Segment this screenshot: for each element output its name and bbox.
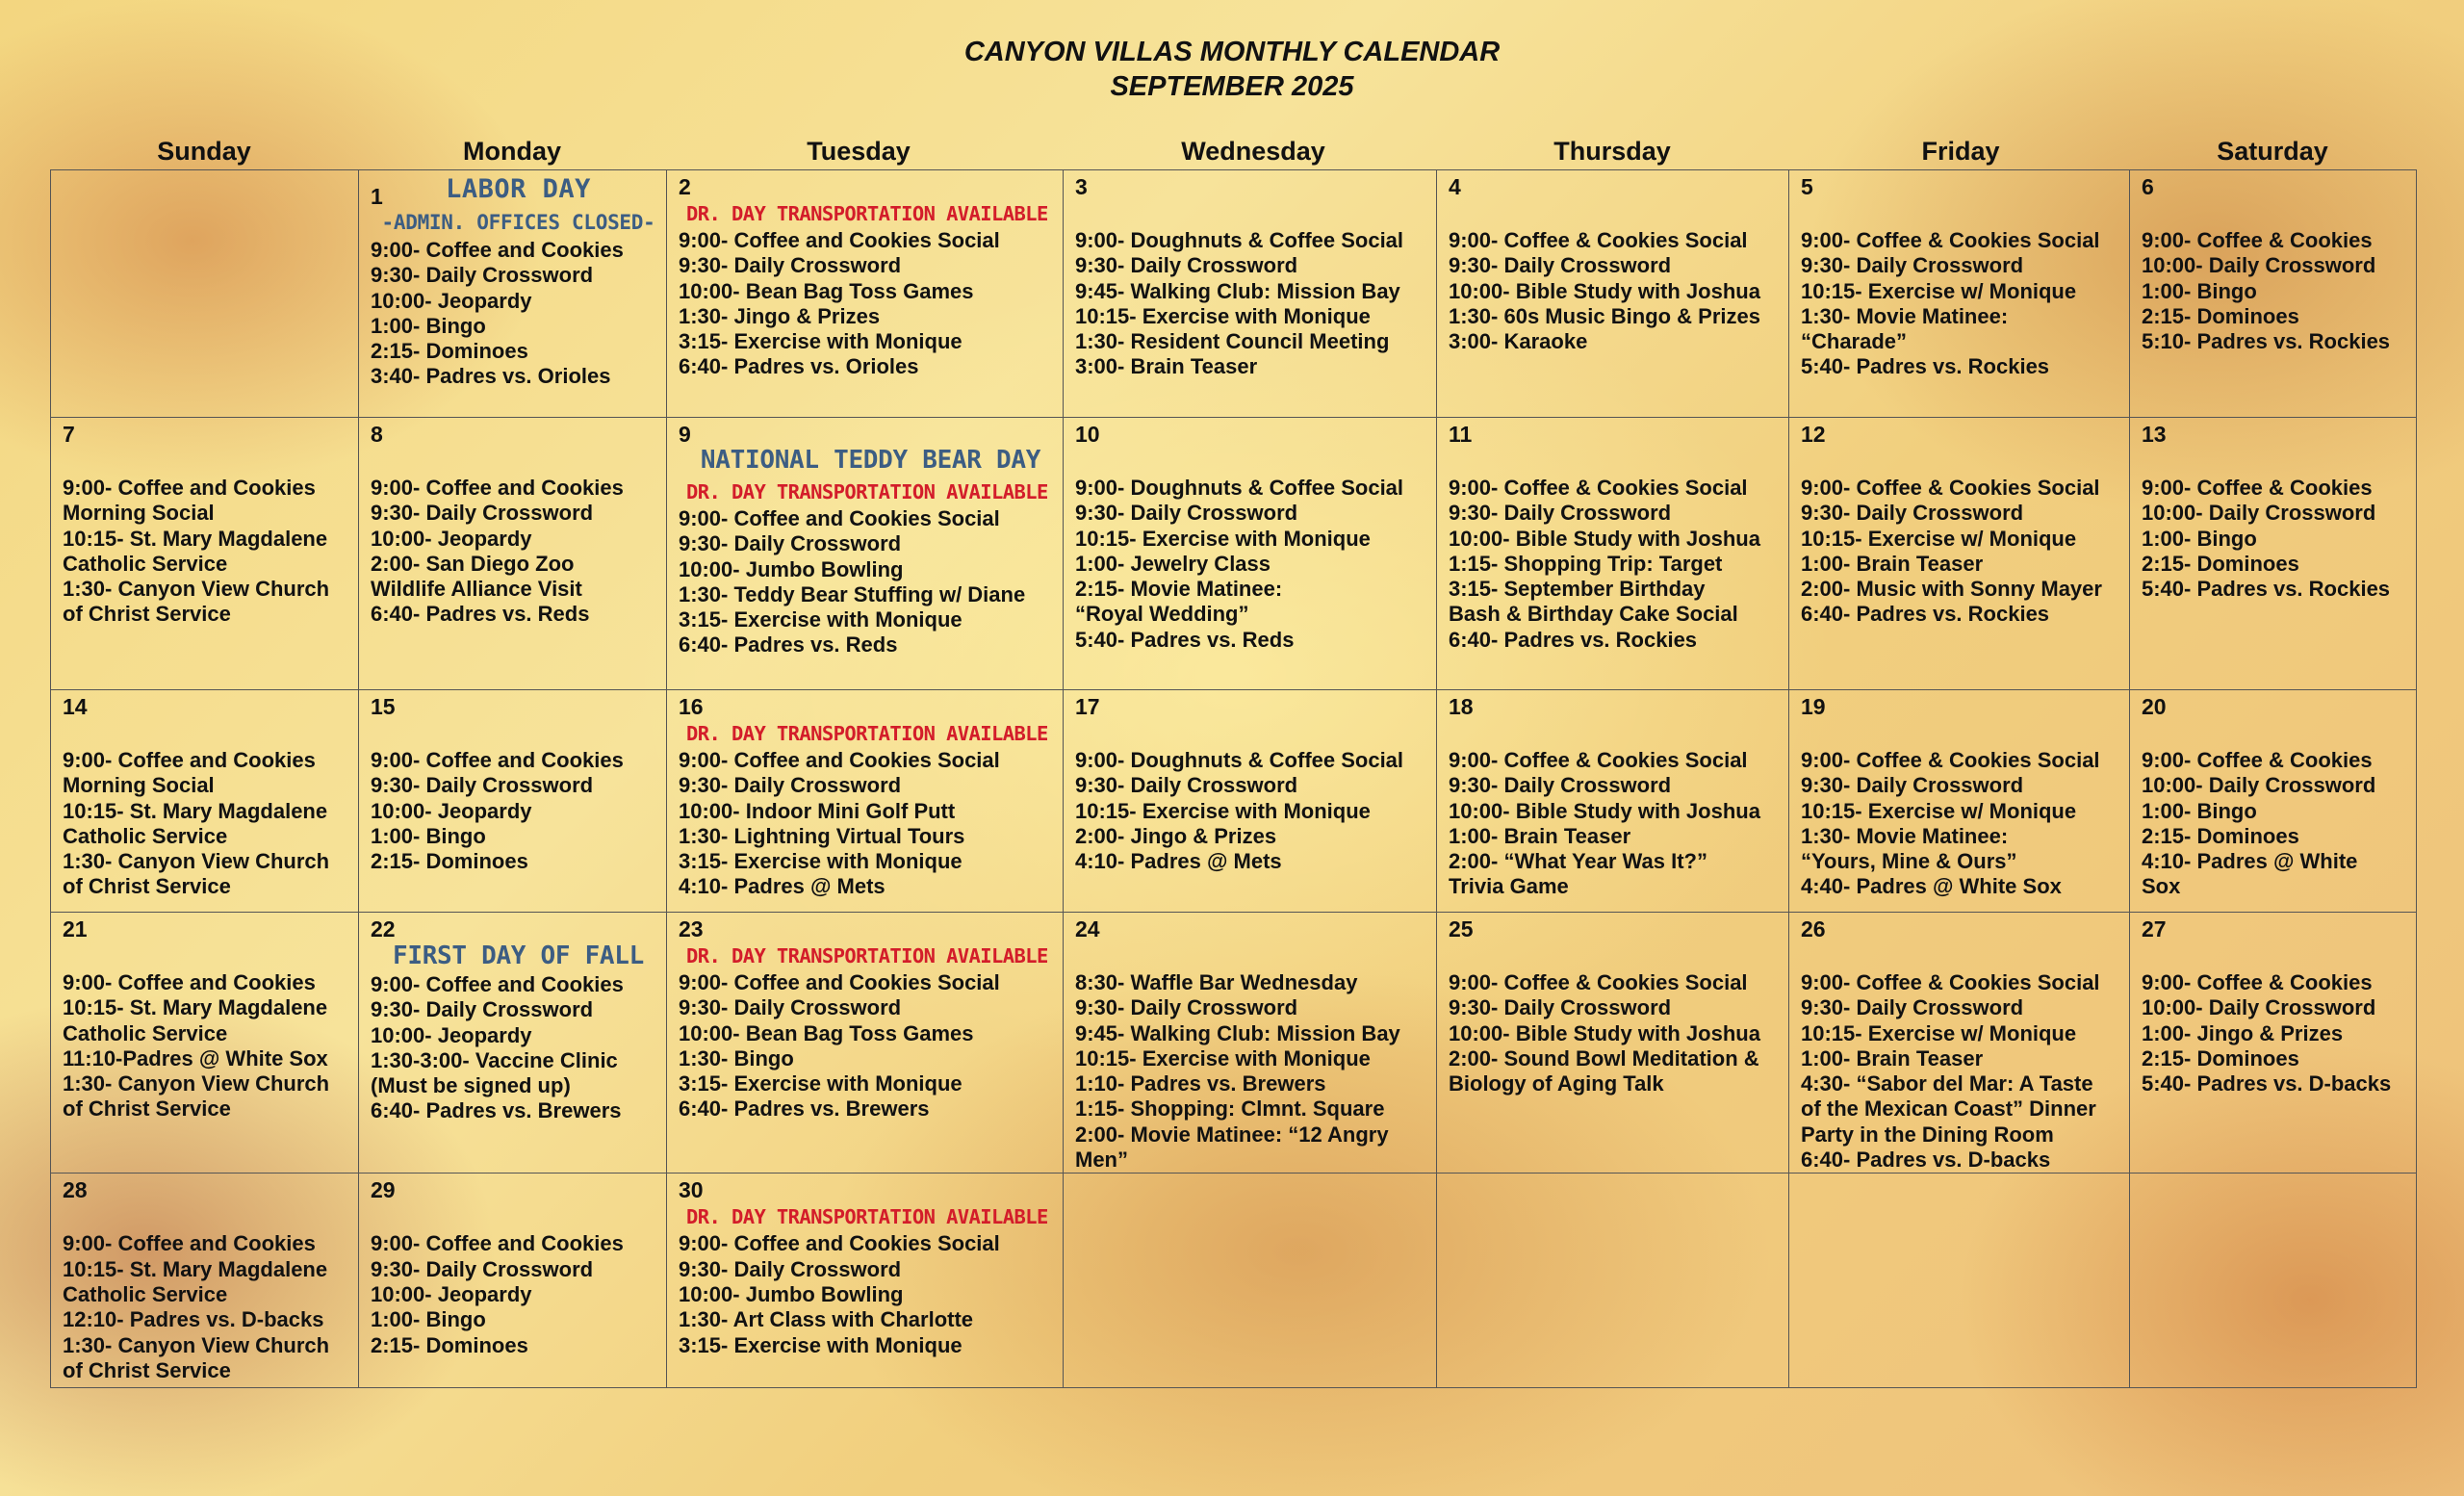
event-item: 9:00- Coffee and Cookies xyxy=(371,1231,624,1256)
day-number: 17 xyxy=(1075,694,1100,719)
event-item: 3:15- Exercise with Monique xyxy=(679,1071,962,1096)
event-item: 9:30- Daily Crossword xyxy=(679,995,902,1020)
event-item: 10:00- Daily Crossword xyxy=(2142,253,2376,278)
event-item: Biology of Aging Talk xyxy=(1449,1071,1664,1096)
event-list xyxy=(1449,228,1788,354)
event-item: 9:00- Coffee and Cookies Social xyxy=(679,748,1000,772)
event-item: Catholic Service xyxy=(63,551,228,576)
event-item: 1:15- Shopping Trip: Target xyxy=(1449,551,1723,576)
event-list xyxy=(63,748,358,900)
event-item: 9:00- Coffee & Cookies Social xyxy=(1801,476,2100,500)
event-item: 5:40- Padres vs. Rockies xyxy=(2142,577,2391,602)
event-list xyxy=(679,228,1063,380)
day-cell xyxy=(667,418,1064,690)
event-item: 2:00- San Diego Zoo xyxy=(371,551,575,576)
event-item: 2:15- Dominoes xyxy=(2142,1045,2299,1070)
event-item: 9:30- Daily Crossword xyxy=(679,773,902,798)
event-item: 1:00- Brain Teaser xyxy=(1801,551,1984,576)
day-number: 18 xyxy=(1449,694,1474,719)
event-item: 5:40- Padres vs. D-backs xyxy=(2142,1071,2392,1096)
event-item: 10:15- Exercise with Monique xyxy=(1075,526,1371,551)
event-list xyxy=(2142,970,2416,1096)
day-number: 16 xyxy=(679,694,704,719)
event-list xyxy=(2142,228,2416,354)
day-number: 5 xyxy=(1801,174,1813,199)
event-list xyxy=(371,476,666,628)
day-number: 4 xyxy=(1449,174,1461,199)
event-item: 6:40- Padres vs. Orioles xyxy=(679,354,919,379)
day-cell xyxy=(1789,418,2130,690)
event-item: 1:00- Brain Teaser xyxy=(1801,1045,1984,1070)
event-item: 9:45- Walking Club: Mission Bay xyxy=(1075,1020,1400,1045)
event-item: 9:30- Daily Crossword xyxy=(1449,773,1672,798)
event-list xyxy=(1801,476,2129,628)
event-item: 10:00- Daily Crossword xyxy=(2142,995,2376,1020)
event-item: 2:15- Dominoes xyxy=(371,1332,528,1357)
event-item: 9:30- Daily Crossword xyxy=(1801,995,2024,1020)
event-item: 9:00- Coffee & Cookies xyxy=(2142,228,2373,252)
event-list xyxy=(1801,970,2129,1173)
event-item: 10:00- Jeopardy xyxy=(371,1281,532,1306)
day-cell xyxy=(2130,913,2417,1174)
event-item: 10:15- Exercise w/ Monique xyxy=(1801,526,2077,551)
event-item: 5:10- Padres vs. Rockies xyxy=(2142,329,2391,354)
calendar-title: CANYON VILLAS MONTHLY CALENDAR xyxy=(963,37,1501,67)
event-item: 9:30- Daily Crossword xyxy=(1075,253,1298,278)
event-item: 9:45- Walking Club: Mission Bay xyxy=(1075,278,1400,303)
event-item: 9:00- Coffee and Cookies Social xyxy=(679,228,1000,252)
event-item: 9:00- Coffee and Cookies Social xyxy=(679,1231,1000,1256)
event-item: 1:30- Canyon View Church xyxy=(63,1332,330,1357)
day-cell xyxy=(51,913,359,1174)
event-item: 9:00- Doughnuts & Coffee Social xyxy=(1075,228,1404,252)
event-list xyxy=(679,506,1063,658)
holiday-label: NATIONAL TEDDY BEAR DAY xyxy=(700,446,1041,475)
weekday-monday: Monday xyxy=(462,137,561,166)
event-item: 9:30- Daily Crossword xyxy=(371,773,594,798)
day-number: 1 xyxy=(371,184,383,209)
event-list xyxy=(1449,476,1788,653)
event-item: 2:15- Movie Matinee: xyxy=(1075,577,1283,602)
event-item: 1:30- Canyon View Church xyxy=(63,1071,330,1096)
event-item: 9:00- Coffee & Cookies Social xyxy=(1449,228,1748,252)
day-number: 22 xyxy=(371,916,396,941)
day-cell xyxy=(2130,690,2417,913)
event-item: 9:00- Coffee & Cookies Social xyxy=(1801,970,2100,994)
event-item: 3:15- Exercise with Monique xyxy=(679,329,962,354)
event-item: 10:00- Daily Crossword xyxy=(2142,773,2376,798)
day-number: 3 xyxy=(1075,174,1088,199)
event-item: 8:30- Waffle Bar Wednesday xyxy=(1075,970,1358,994)
event-item: 10:00- Jumbo Bowling xyxy=(679,556,904,581)
event-item: 2:15- Dominoes xyxy=(2142,551,2299,576)
event-item: of the Mexican Coast” Dinner xyxy=(1801,1096,2096,1122)
event-item: 2:15- Dominoes xyxy=(2142,823,2299,848)
day-cell xyxy=(667,170,1064,418)
event-list xyxy=(1075,228,1436,380)
event-item: Catholic Service xyxy=(63,1020,228,1045)
event-list xyxy=(1449,970,1788,1096)
day-number: 27 xyxy=(2142,916,2167,941)
day-cell xyxy=(1437,690,1789,913)
event-item: 6:40- Padres vs. Brewers xyxy=(679,1096,930,1122)
event-item: 9:00- Coffee and Cookies Social xyxy=(679,970,1000,994)
event-item: 4:40- Padres @ White Sox xyxy=(1801,874,2062,899)
event-item: 9:00- Coffee & Cookies xyxy=(2142,476,2373,500)
day-cell xyxy=(359,170,667,418)
event-item: 9:00- Coffee and Cookies Social xyxy=(679,506,1000,530)
event-item: 1:30-3:00- Vaccine Clinic xyxy=(371,1047,618,1072)
event-list xyxy=(1075,748,1436,874)
event-item: 10:15- St. Mary Magdalene xyxy=(63,1256,328,1281)
day-number: 7 xyxy=(63,422,75,447)
event-item: 10:15- Exercise w/ Monique xyxy=(1801,278,2077,303)
event-item: 4:10- Padres @ Mets xyxy=(679,874,886,899)
day-number: 24 xyxy=(1075,916,1100,941)
event-item: 9:30- Daily Crossword xyxy=(679,1256,902,1281)
notice-label: DR. DAY TRANSPORTATION AVAILABLE xyxy=(686,202,1048,225)
event-item: 10:00- Jeopardy xyxy=(371,798,532,823)
event-item: 1:30- Canyon View Church xyxy=(63,577,330,602)
weekday-tuesday: Tuesday xyxy=(807,137,911,166)
event-list xyxy=(371,238,666,390)
event-item: 10:15- St. Mary Magdalene xyxy=(63,798,328,823)
event-item: 1:00- Bingo xyxy=(2142,798,2257,823)
day-cell xyxy=(1789,690,2130,913)
event-item: Catholic Service xyxy=(63,1281,228,1306)
event-item: 1:30- 60s Music Bingo & Prizes xyxy=(1449,303,1760,328)
day-number: 6 xyxy=(2142,174,2154,199)
event-item: 9:30- Daily Crossword xyxy=(679,253,902,278)
event-item: 10:00- Indoor Mini Golf Putt xyxy=(679,798,956,823)
event-item: 9:30- Daily Crossword xyxy=(1801,501,2024,526)
event-item: 3:00- Brain Teaser xyxy=(1075,354,1258,379)
event-item: 9:30- Daily Crossword xyxy=(1449,995,1672,1020)
day-cell xyxy=(1064,418,1437,690)
day-cell-empty xyxy=(2130,1174,2417,1388)
day-cell-empty xyxy=(1437,1174,1789,1388)
event-item: 10:15- Exercise w/ Monique xyxy=(1801,798,2077,823)
day-cell xyxy=(359,418,667,690)
day-number: 26 xyxy=(1801,916,1826,941)
day-number: 11 xyxy=(1449,422,1473,447)
event-item: 10:00- Bean Bag Toss Games xyxy=(679,1020,974,1045)
event-item: 2:00- Sound Bowl Meditation & xyxy=(1449,1045,1759,1070)
day-cell xyxy=(51,690,359,913)
event-item: Sox xyxy=(2142,874,2181,899)
weekday-saturday: Saturday xyxy=(2217,137,2328,166)
event-list xyxy=(679,970,1063,1122)
event-list xyxy=(1801,228,2129,380)
event-item: Morning Social xyxy=(63,501,215,526)
event-item: 6:40- Padres vs. Rockies xyxy=(1801,602,2050,627)
day-cell xyxy=(1789,913,2130,1174)
event-item: 3:15- Exercise with Monique xyxy=(679,607,962,632)
event-item: 1:30- Art Class with Charlotte xyxy=(679,1307,974,1332)
day-cell xyxy=(1437,418,1789,690)
event-item: 1:30- Resident Council Meeting xyxy=(1075,329,1390,354)
event-item: “Yours, Mine & Ours” xyxy=(1801,849,2017,874)
event-item: 9:30- Daily Crossword xyxy=(679,531,902,556)
day-cell xyxy=(1789,170,2130,418)
event-item: 1:00- Brain Teaser xyxy=(1449,823,1631,848)
event-list xyxy=(1075,476,1436,653)
event-list xyxy=(63,1231,358,1383)
event-item: 2:00- Movie Matinee: “12 Angry xyxy=(1075,1122,1389,1147)
event-item: 6:40- Padres vs. Brewers xyxy=(371,1098,622,1123)
day-number: 25 xyxy=(1449,916,1474,941)
event-list xyxy=(1075,970,1436,1173)
event-item: 2:15- Dominoes xyxy=(371,849,528,874)
event-item: of Christ Service xyxy=(63,874,231,899)
event-item: 10:00- Jeopardy xyxy=(371,526,532,551)
day-number: 29 xyxy=(371,1177,396,1203)
day-number: 28 xyxy=(63,1177,88,1203)
event-list xyxy=(679,748,1063,900)
event-item: “Charade” xyxy=(1801,329,1908,354)
event-item: of Christ Service xyxy=(63,1096,231,1122)
event-item: 9:00- Doughnuts & Coffee Social xyxy=(1075,476,1404,500)
day-number: 12 xyxy=(1801,422,1826,447)
event-item: Catholic Service xyxy=(63,823,228,848)
event-list xyxy=(1449,748,1788,900)
event-item: 11:10-Padres @ White Sox xyxy=(63,1045,328,1070)
event-item: 9:30- Daily Crossword xyxy=(371,1256,594,1281)
event-item: 10:15- Exercise with Monique xyxy=(1075,303,1371,328)
event-item: 3:00- Karaoke xyxy=(1449,329,1588,354)
day-cell xyxy=(51,1174,359,1388)
event-item: 10:15- Exercise with Monique xyxy=(1075,1045,1371,1070)
day-number: 15 xyxy=(371,694,396,719)
event-list xyxy=(371,748,666,874)
day-cell xyxy=(1064,170,1437,418)
event-item: 1:30- Bingo xyxy=(679,1045,794,1070)
day-cell xyxy=(359,690,667,913)
event-item: 9:30- Daily Crossword xyxy=(371,263,594,288)
event-item: 10:00- Bible Study with Joshua xyxy=(1449,278,1760,303)
event-list xyxy=(371,972,666,1124)
day-cell xyxy=(51,418,359,690)
event-item: 4:30- “Sabor del Mar: A Taste xyxy=(1801,1071,2093,1096)
event-item: 9:00- Coffee & Cookies xyxy=(2142,748,2373,772)
event-item: 9:30- Daily Crossword xyxy=(1801,253,2024,278)
event-item: 1:00- Bingo xyxy=(371,313,486,338)
day-number: 21 xyxy=(63,916,88,941)
event-item: 1:00- Bingo xyxy=(2142,526,2257,551)
event-item: 10:00- Bean Bag Toss Games xyxy=(679,278,974,303)
event-item: 10:00- Bible Study with Joshua xyxy=(1449,526,1760,551)
event-item: 2:00- Music with Sonny Mayer xyxy=(1801,577,2102,602)
event-item: 9:30- Daily Crossword xyxy=(1449,253,1672,278)
event-item: 6:40- Padres vs. D-backs xyxy=(1801,1148,2051,1173)
event-item: “Royal Wedding” xyxy=(1075,602,1249,627)
notice-label: DR. DAY TRANSPORTATION AVAILABLE xyxy=(686,480,1048,503)
day-cell xyxy=(1064,913,1437,1174)
day-cell xyxy=(1064,690,1437,913)
event-item: 1:30- Movie Matinee: xyxy=(1801,823,2009,848)
day-number: 20 xyxy=(2142,694,2167,719)
event-item: 1:30- Lightning Virtual Tours xyxy=(679,823,965,848)
event-item: 1:00- Bingo xyxy=(371,1307,486,1332)
event-list xyxy=(2142,748,2416,900)
weekday-friday: Friday xyxy=(1921,137,2000,166)
event-item: 10:00- Bible Study with Joshua xyxy=(1449,798,1760,823)
event-item: 4:10- Padres @ White xyxy=(2142,849,2358,874)
event-item: of Christ Service xyxy=(63,602,231,627)
event-list xyxy=(2142,476,2416,602)
event-item: 1:10- Padres vs. Brewers xyxy=(1075,1071,1326,1096)
day-number: 10 xyxy=(1075,422,1100,447)
holiday-label: LABOR DAY xyxy=(446,174,591,204)
event-item: 10:00- Daily Crossword xyxy=(2142,501,2376,526)
event-item: 3:15- Exercise with Monique xyxy=(679,1332,962,1357)
event-item: 9:30- Daily Crossword xyxy=(1075,501,1298,526)
event-item: 4:10- Padres @ Mets xyxy=(1075,849,1282,874)
event-item: 2:00- Jingo & Prizes xyxy=(1075,823,1277,848)
event-item: 6:40- Padres vs. Reds xyxy=(679,632,898,658)
day-number: 30 xyxy=(679,1177,704,1203)
event-item: Wildlife Alliance Visit xyxy=(371,577,582,602)
event-item: 9:00- Coffee & Cookies Social xyxy=(1449,476,1748,500)
event-item: 9:00- Coffee and Cookies xyxy=(63,476,316,500)
event-item: 3:40- Padres vs. Orioles xyxy=(371,364,611,389)
event-item: 10:00- Jumbo Bowling xyxy=(679,1281,904,1306)
event-item: 9:00- Coffee and Cookies xyxy=(371,972,624,996)
holiday-label: FIRST DAY OF FALL xyxy=(392,941,644,970)
event-item: 10:15- Exercise w/ Monique xyxy=(1801,1020,2077,1045)
event-list xyxy=(679,1231,1063,1357)
day-cell xyxy=(667,690,1064,913)
event-item: 9:00- Coffee and Cookies xyxy=(371,238,624,262)
event-item: 10:15- St. Mary Magdalene xyxy=(63,995,328,1020)
day-cell-empty xyxy=(1064,1174,1437,1388)
event-item: 9:00- Coffee & Cookies xyxy=(2142,970,2373,994)
event-item: 10:00- Bible Study with Joshua xyxy=(1449,1020,1760,1045)
event-item: 1:30- Jingo & Prizes xyxy=(679,303,881,328)
weekday-wednesday: Wednesday xyxy=(1181,137,1325,166)
day-cell xyxy=(667,1174,1064,1388)
notice-label: -ADMIN. OFFICES CLOSED- xyxy=(381,211,655,234)
event-item: 1:00- Bingo xyxy=(2142,278,2257,303)
event-item: 10:15- St. Mary Magdalene xyxy=(63,526,328,551)
day-cell xyxy=(1437,170,1789,418)
event-item: 9:00- Doughnuts & Coffee Social xyxy=(1075,748,1404,772)
event-item: 10:00- Jeopardy xyxy=(371,288,532,313)
event-item: 9:00- Coffee and Cookies xyxy=(371,748,624,772)
event-item: 9:30- Daily Crossword xyxy=(1449,501,1672,526)
event-item: 2:15- Dominoes xyxy=(371,339,528,364)
event-item: 3:15- September Birthday xyxy=(1449,577,1706,602)
event-item: 9:00- Coffee and Cookies xyxy=(371,476,624,500)
event-item: 1:30- Teddy Bear Stuffing w/ Diane xyxy=(679,581,1026,606)
day-cell xyxy=(2130,170,2417,418)
event-item: (Must be signed up) xyxy=(371,1073,571,1098)
weekday-sunday: Sunday xyxy=(157,137,251,166)
day-number: 8 xyxy=(371,422,383,447)
notice-label: DR. DAY TRANSPORTATION AVAILABLE xyxy=(686,944,1048,967)
event-item: 9:00- Coffee & Cookies Social xyxy=(1449,748,1748,772)
event-item: 9:30- Daily Crossword xyxy=(1075,773,1298,798)
event-list xyxy=(1801,748,2129,900)
event-item: Bash & Birthday Cake Social xyxy=(1449,602,1738,627)
event-item: 9:30- Daily Crossword xyxy=(1801,773,2024,798)
event-item: 1:15- Shopping: Clmnt. Square xyxy=(1075,1096,1385,1122)
notice-label: DR. DAY TRANSPORTATION AVAILABLE xyxy=(686,1205,1048,1229)
event-item: 1:00- Jingo & Prizes xyxy=(2142,1020,2344,1045)
calendar-subtitle: SEPTEMBER 2025 xyxy=(1110,71,1354,102)
event-item: 2:15- Dominoes xyxy=(2142,303,2299,328)
event-item: 9:00- Coffee and Cookies xyxy=(63,1231,316,1256)
day-number: 2 xyxy=(679,174,691,199)
event-item: 1:30- Movie Matinee: xyxy=(1801,303,2009,328)
event-item: 12:10- Padres vs. D-backs xyxy=(63,1307,324,1332)
event-item: 1:30- Canyon View Church xyxy=(63,849,330,874)
event-item: 1:00- Bingo xyxy=(371,823,486,848)
day-cell-empty xyxy=(51,170,359,418)
day-cell xyxy=(2130,418,2417,690)
day-number: 14 xyxy=(63,694,88,719)
event-list xyxy=(371,1231,666,1357)
event-item: 9:00- Coffee & Cookies Social xyxy=(1801,748,2100,772)
event-item: 9:30- Daily Crossword xyxy=(371,501,594,526)
day-cell xyxy=(359,913,667,1174)
event-item: of Christ Service xyxy=(63,1357,231,1382)
event-item: 10:00- Jeopardy xyxy=(371,1022,532,1047)
event-item: Men” xyxy=(1075,1148,1128,1173)
event-item: 9:30- Daily Crossword xyxy=(1075,995,1298,1020)
day-cell xyxy=(359,1174,667,1388)
day-cell-empty xyxy=(1789,1174,2130,1388)
event-item: 2:00- “What Year Was It?” xyxy=(1449,849,1707,874)
event-item: 6:40- Padres vs. Reds xyxy=(371,602,590,627)
notice-label: DR. DAY TRANSPORTATION AVAILABLE xyxy=(686,722,1048,745)
event-item: 9:00- Coffee & Cookies Social xyxy=(1801,228,2100,252)
event-item: Trivia Game xyxy=(1449,874,1569,899)
weekday-thursday: Thursday xyxy=(1553,137,1671,166)
day-number: 23 xyxy=(679,916,704,941)
day-cell xyxy=(667,913,1064,1174)
day-cell xyxy=(1437,913,1789,1174)
event-item: 9:00- Coffee and Cookies xyxy=(63,970,316,994)
event-item: 5:40- Padres vs. Reds xyxy=(1075,627,1295,652)
event-list xyxy=(63,476,358,628)
event-item: Morning Social xyxy=(63,773,215,798)
event-item: 9:30- Daily Crossword xyxy=(371,997,594,1022)
day-number: 9 xyxy=(679,422,691,447)
event-item: 3:15- Exercise with Monique xyxy=(679,849,962,874)
event-item: Party in the Dining Room xyxy=(1801,1122,2054,1147)
event-item: 10:15- Exercise with Monique xyxy=(1075,798,1371,823)
event-item: 5:40- Padres vs. Rockies xyxy=(1801,354,2050,379)
event-item: 6:40- Padres vs. Rockies xyxy=(1449,627,1698,652)
day-number: 19 xyxy=(1801,694,1826,719)
calendar-grid xyxy=(50,169,2417,1388)
day-number: 13 xyxy=(2142,422,2167,447)
event-item: 1:00- Jewelry Class xyxy=(1075,551,1271,576)
event-item: 9:00- Coffee & Cookies Social xyxy=(1449,970,1748,994)
event-item: 9:00- Coffee and Cookies xyxy=(63,748,316,772)
event-list xyxy=(63,970,358,1122)
